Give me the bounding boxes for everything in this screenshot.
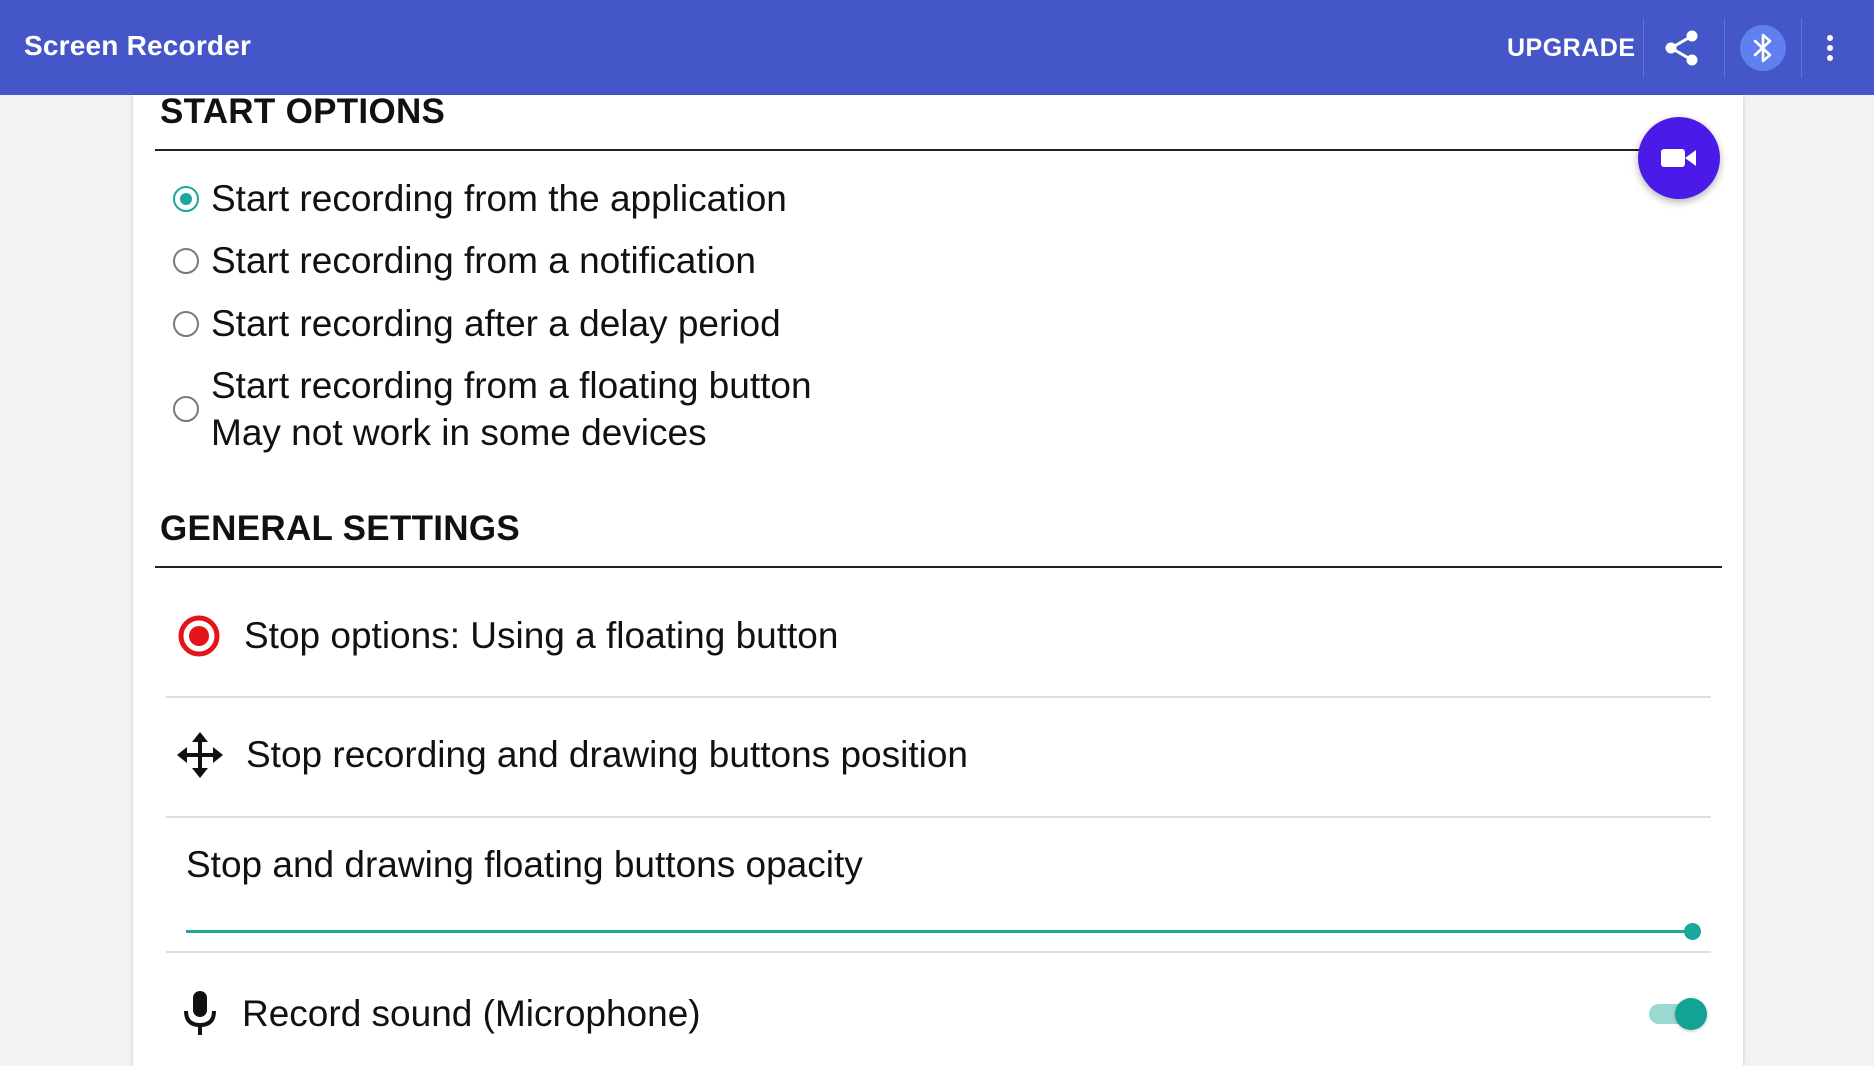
start-option-delay[interactable] — [173, 300, 781, 347]
slider-track — [186, 930, 1692, 933]
start-option-label: Start recording after a delay period — [211, 303, 781, 344]
start-options-divider — [155, 149, 1645, 151]
record-sound-switch[interactable] — [1645, 995, 1707, 1031]
buttons-position-row[interactable] — [166, 729, 1711, 781]
app-bar — [0, 0, 1874, 95]
start-options-header: START OPTIONS — [160, 92, 446, 131]
general-settings-divider — [155, 566, 1722, 568]
general-settings-header: GENERAL SETTINGS — [160, 509, 521, 548]
share-icon — [1662, 28, 1702, 68]
stop-options-row[interactable] — [166, 611, 1711, 661]
microphone-icon — [180, 989, 220, 1039]
start-option-label: Start recording from a notification — [211, 240, 756, 281]
settings-card — [133, 92, 1743, 1066]
move-icon — [176, 731, 224, 779]
bluetooth-badge — [1740, 25, 1786, 71]
radio-start-floating-button[interactable] — [173, 396, 199, 422]
slider-thumb[interactable] — [1684, 923, 1701, 940]
videocam-icon — [1661, 147, 1697, 169]
start-option-sublabel: May not work in some devices — [211, 412, 707, 453]
start-option-label-group — [211, 362, 812, 456]
record-sound-row[interactable] — [166, 987, 1711, 1041]
radio-start-delay[interactable] — [173, 311, 199, 337]
opacity-label: Stop and drawing floating buttons opacity — [186, 844, 863, 885]
switch-thumb — [1675, 998, 1707, 1030]
row-divider — [166, 816, 1711, 818]
start-option-label: Start recording from a floating button — [211, 365, 812, 406]
record-stop-icon — [178, 615, 220, 657]
record-fab[interactable] — [1638, 117, 1720, 199]
upgrade-button[interactable]: UPGRADE — [1507, 34, 1636, 62]
buttons-position-label: Stop recording and drawing buttons position — [246, 734, 968, 775]
row-divider — [166, 696, 1711, 698]
radio-start-notification[interactable] — [173, 248, 199, 274]
app-title: Screen Recorder — [24, 30, 252, 61]
opacity-row — [186, 840, 1731, 890]
start-option-notification[interactable] — [173, 237, 756, 284]
start-option-application[interactable] — [173, 175, 787, 222]
bluetooth-icon — [1750, 31, 1776, 65]
record-sound-label: Record sound (Microphone) — [242, 993, 701, 1034]
bluetooth-button[interactable] — [1724, 18, 1802, 78]
stop-options-label: Stop options: Using a floating button — [244, 615, 839, 656]
radio-start-application[interactable] — [173, 186, 199, 212]
share-button[interactable] — [1643, 18, 1720, 78]
opacity-slider[interactable] — [186, 922, 1692, 942]
more-vert-icon — [1825, 34, 1835, 62]
more-options-button[interactable] — [1815, 25, 1845, 71]
start-option-label: Start recording from the application — [211, 178, 787, 219]
start-option-floating-button[interactable] — [173, 362, 812, 456]
row-divider — [166, 951, 1711, 953]
